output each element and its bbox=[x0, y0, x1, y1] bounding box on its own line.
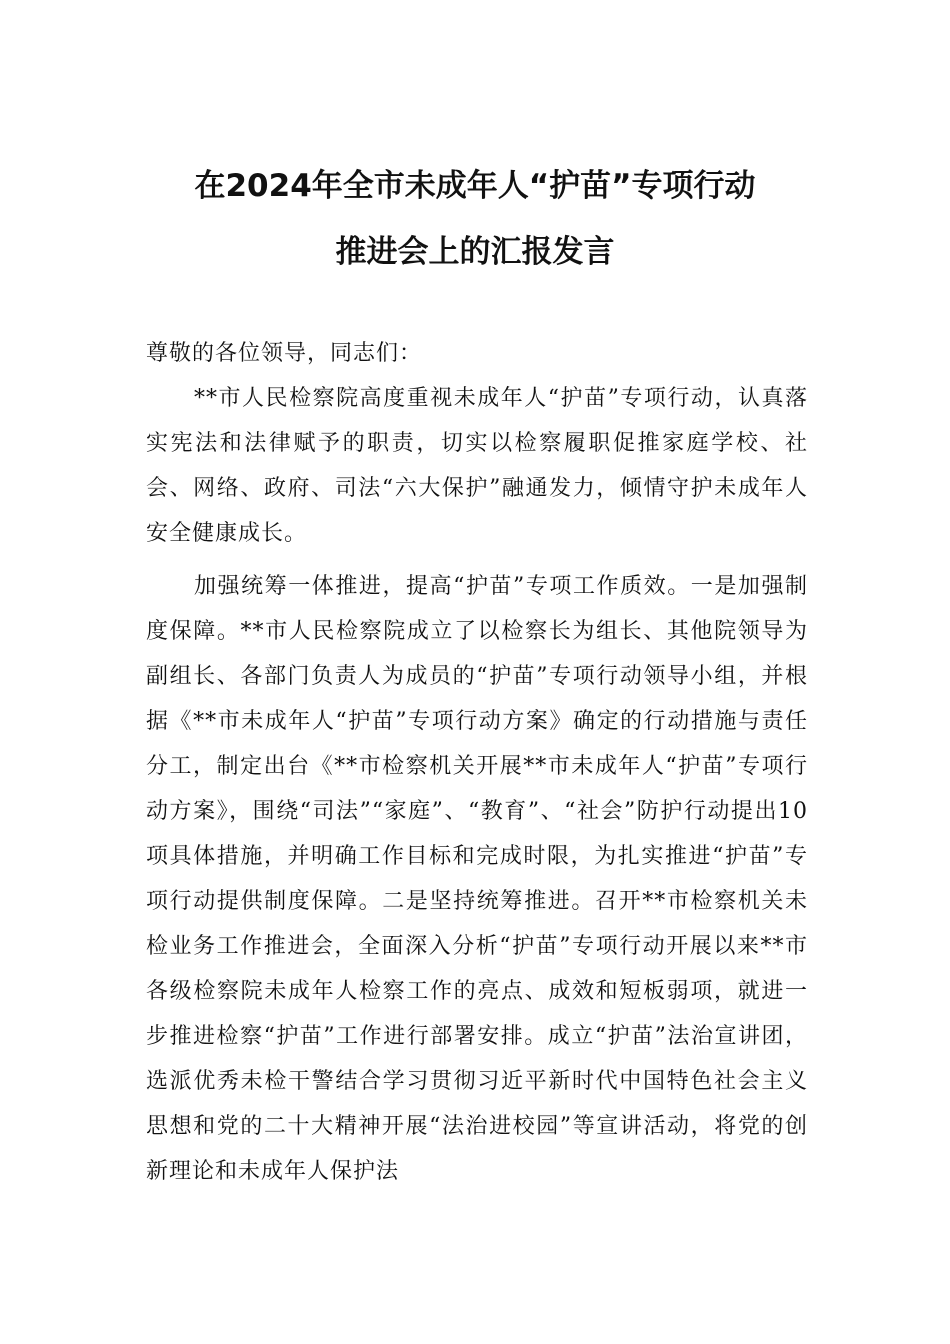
document-title-line-2: 推进会上的汇报发言 bbox=[335, 234, 615, 270]
document-body bbox=[146, 331, 808, 1194]
document-title-line-1: 在2024年全市未成年人“护苗”专项行动 bbox=[194, 168, 756, 204]
salutation: 尊敬的各位领导，同志们： bbox=[146, 341, 423, 366]
paragraph-intro: **市人民检察院高度重视未成年人“护苗”专项行动，认真落实宪法和法律赋予的职责，切实以检察履职促推家庭学校、社会、网络、政府、司法“六大保护”融通发力，倾情守护未成年人安全健康成长。 bbox=[146, 386, 808, 546]
paragraph-coordination: 加强统筹一体推进，提高“护苗”专项工作质效。一是加强制度保障。**市人民检察院成立了以检察长为组长、其他院领导为副组长、各部门负责人为成员的“护苗”专项行动领导小组，并根据《**市未成年人“护苗”专项行动方案》确定的行动措施与责任分工，制定出台《**市检察机关开展**市未成年人“护苗”专项行动方案》，围绕“司法”“家庭”、“教育”、“社会”防护行动提出10项具体措施，并明确工作目标和完成时限，为扎实推进“护苗”专项行动提供制度保障。二是坚持统筹推进。召开**市检察机关未检业务工作推进会，全面深入分析“护苗”专项行动开展以来**市各级检察院未成年人检察工作的亮点、成效和短板弱项，就进一步推进检察“护苗”工作进行部署安排。成立“护苗”法治宣讲团，选派优秀未检干警结合学习贯彻习近平新时代中国特色社会主义思想和党的二十大精神开展“法治进校园”等宣讲活动，将党的创新理论和未成年人保护法 bbox=[146, 574, 808, 1184]
